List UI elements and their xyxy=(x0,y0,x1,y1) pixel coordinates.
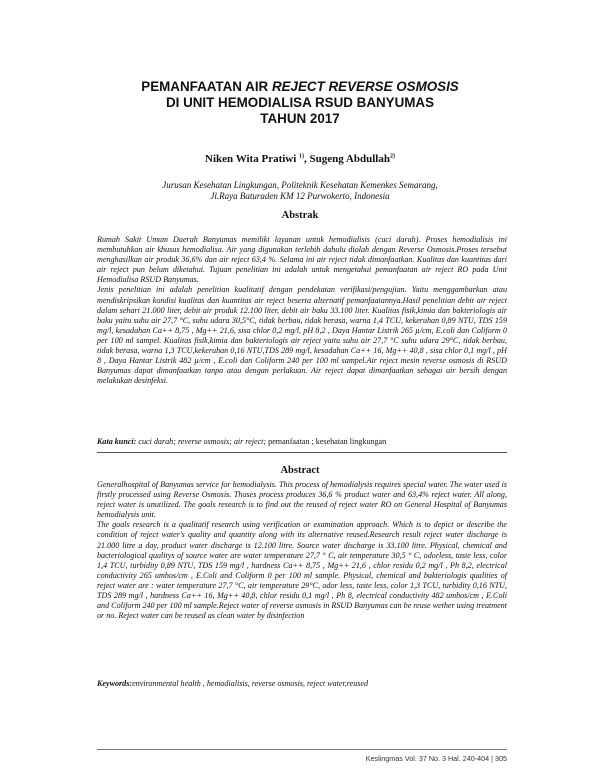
page-footer: Keslingmas Vol. 37 No. 3 Hal. 240-404 | 305 xyxy=(365,754,507,763)
author-2: , Sugeng Abdullah xyxy=(304,153,390,165)
keywords xyxy=(97,679,517,688)
abstrak-heading: Abstrak xyxy=(281,210,319,221)
kata-kunci xyxy=(97,437,517,446)
affiliation xyxy=(60,180,540,202)
footer-divider xyxy=(97,749,507,750)
title-italic-part: REJECT REVERSE OSMOSIS xyxy=(271,79,459,94)
title-line-1: PEMANFAATAN AIR REJECT REVERSE OSMOSIS xyxy=(141,79,459,94)
abstract-body xyxy=(97,480,507,621)
keywords-label: Keywords: xyxy=(97,679,133,688)
title-line-2: DI UNIT HEMODIALISA RSUD BANYUMAS xyxy=(165,95,435,110)
section-divider xyxy=(97,452,507,453)
kata-kunci-plain: pemanfaatan ; kesehatan lingkungan xyxy=(268,437,387,446)
kata-kunci-label: Kata kunci: xyxy=(97,437,137,446)
keywords-value: environmental health , hemodialisis, reverse osmosis, reject water,reused xyxy=(132,679,369,688)
affiliation-line-2: Jl.Raya Baturaden KM 12 Purwokerto, Indonesia xyxy=(210,191,390,201)
author-1-sup: 1) xyxy=(299,153,305,160)
author-2-sup: 2) xyxy=(389,153,395,160)
authors xyxy=(60,153,540,165)
abstract-paragraph-2: The goals research is a qualitatif research using verification or examination approach. Which is to depict or describe the condition of reject water's quality and quantity along with its alternative reused.Research result reject water discharge is 21.000 litre a day, product water discharge is 12.100 litre. Source water discharge is 33.100 litre. Physical, chemical and bacteriological qualitys of source water are water temperature 27,7 ° C, air temperature 30,5 ° C, odorless, taste less, color 1,4 TCU, turbidity 0,89 NTU, TDS 159 mg/l , hardness Ca++ 8,75 , Mg++ 21,6 , chlor residu 0,2 mg/l , Ph 8,2, electrical conductivity 265 umhos/cm , E.Coli and Coliform 0 per 100 ml sample. Physical, chemical and bakteriologis qualities of reject water are : water temperature 27,7 °C, air temperature 29°C, odor less, taste less, color 1,3 TCU, turbidity 0,16 NTU, TDS 289 mg/l , hardness Ca++ 16, Mg++ 40,8, chlor residu 0,1 mg/l , Ph 8, electrical conductivity 482 umhos/cm , E.Coli and Coliform 240 per 100 ml sample.Reject water of reverse osmosis in RSUD Banyumas can be reuse wether using treatment or no. Reject water can be reused as clean water by disinfection xyxy=(97,520,507,621)
title-line-3: TAHUN 2017 xyxy=(260,111,340,126)
paper-title xyxy=(60,79,540,127)
abstrak-paragraph-1: Rumah Sakit Umum Daerah Banyumas memiliki layanan untuk hemodialisis (cuci darah). Proses hemodialisis ini membutuhkan air khusus hemodialisa. Air yang digunakan terlebih dahulu diolah dengan Reverse Osmosis.Proses tersebut menghasilkan air produk 36,6% dan air reject 63,4 %. Selama ini air reject tidak dimanfaatkan. Kualitas dan kuantitas dari air reject pun belum diketahui. Tujuan penelitian ini adalah untuk mengetahui pemanfaatan air reject RO pada Unit Hemodialisa RSUD Banyumas. xyxy=(97,235,507,285)
abstract-heading: Abstract xyxy=(280,465,320,476)
affiliation-line-1: Jurusan Kesehatan Lingkungan, Politeknik Kesehatan Kemenkes Semarang, xyxy=(162,180,438,190)
author-1: Niken Wita Pratiwi xyxy=(205,153,300,165)
kata-kunci-italic: cuci darah; reverse osmosis; air reject; xyxy=(136,437,269,446)
abstract-paragraph-1: Generalhospital of Banyumas service for hemodialysis. This process of hemodialysis requires special water. The water used is firstly processed using Reverse Osmosis. Thoses process produces 36,6 % product water and 63,4% reject water. All along, reject water is unutilized. The goals research is to find out the reused of reject water RO on General Hospital of Banyumas hemodialysis unit. xyxy=(97,480,507,520)
abstrak-body xyxy=(97,235,507,386)
abstrak-paragraph-2: Jenis penelitian ini adalah penelitian kualitatif dengan pendekatan verifikasi/pengujian. Yaitu menggambarkan atau mendiskripsikan kondisi kualitas dan kuantitas air reject beserta alternatif pemanfaatannya.Hasil penelitian debit air reject dalam sehari 21.000 liter, debit air produk 12.100 liter, debit air baku 33.100 liter. Kualitas fisik,kimia dan bakteriologis air baku yaitu suhu air 27,7 °C, suhu udara 30,5°C, tidak berbau, tidak berasa, warna 1,4 TCU, kekeruhan 0,89 NTU, TDS 159 mg/l, kesadahan Ca++ 8,75 , Mg++ 21,6, sisa chlor 0,2 mg/l, pH 8,2 , Daya Hantar Listrik 265 µ/cm, E.coli dan Coliform 0 per 100 ml sampel. Kualitas fisik,kimia dan bakteriologis air reject yaitu suhu air 27,7 °C suhu udara 29°C, tidak berbau, tidak berasa, warna 1,3 TCU,kekeruhan 0,16 NTU,TDS 289 mg/l, kesadahan Ca++ 16, Mg++ 40,8 , sisa chlor 0,1 mg/l , pH 8 , Daya Hantar Listrik 482 µ/cm , E.coli dan Coliform 240 per 100 ml sampel.Air reject mesin reverse osmosis di RSUD Banyumas dapat dimanfaatkan tanpa atau dengan perlakuan. Air reject dapat dimanfaatkan sebagai air bersih dengan melakukan desinfeksi. xyxy=(97,285,507,386)
